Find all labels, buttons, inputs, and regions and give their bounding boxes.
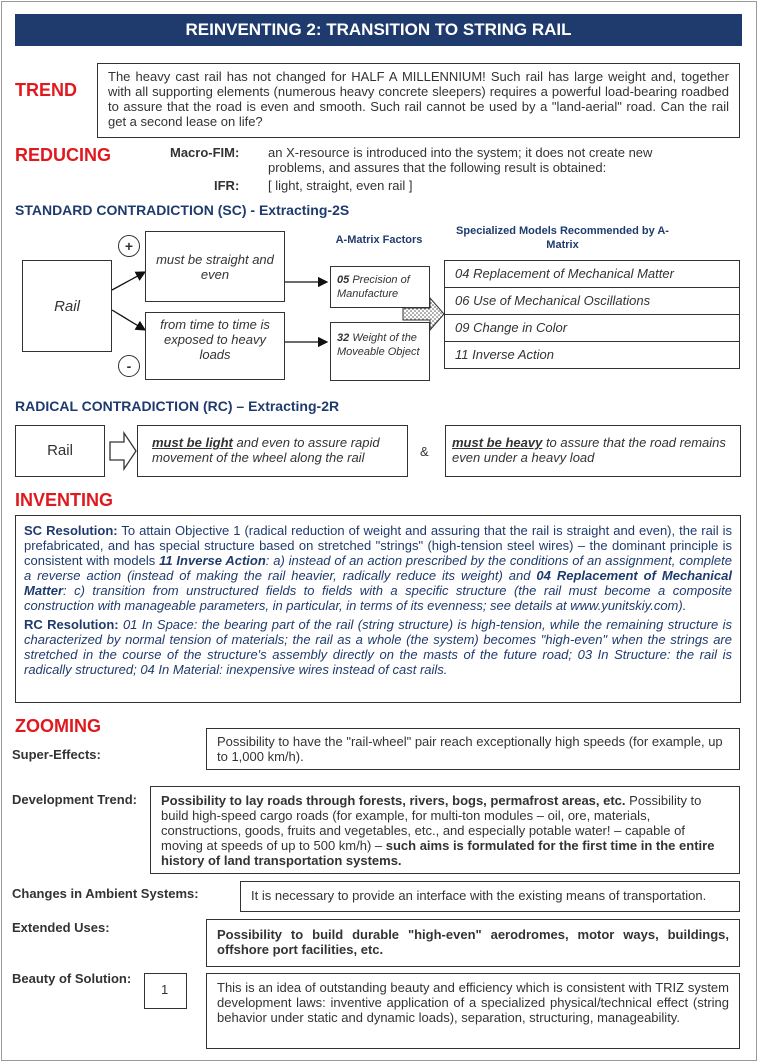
reducing-heading: REDUCING (15, 145, 112, 165)
rc-arrow-icon (108, 430, 138, 472)
extended-uses-label: Extended Uses: (12, 920, 110, 935)
rc-light-emphasis: must be light (152, 435, 233, 450)
sc-resolution-label: SC Resolution: (24, 523, 118, 538)
amatrix-header: A-Matrix Factors (335, 234, 423, 246)
rc-heading: RADICAL CONTRADICTION (RC) – Extracting-2R (15, 398, 340, 414)
rc-ampersand: & (420, 444, 429, 459)
factor-05-number: 05 (337, 274, 350, 286)
development-trend-label: Development Trend: (12, 792, 137, 807)
rc-right-box (445, 425, 741, 477)
model-06: 06 Use of Mechanical Oscillations (444, 287, 740, 315)
page-title: REINVENTING 2: TRANSITION TO STRING RAIL (15, 14, 742, 46)
factor-32-number: 32 (337, 332, 350, 344)
model-11: 11 Inverse Action (444, 341, 740, 369)
sc-resolution-part3: : c) transition from unstructured fields to fields with a specific structure (the rail must become a composite construction with manageable parameters, in particular, in terms of its evenness; see details at www.yunitskiy.com). (24, 583, 732, 613)
rc-right-text: to assure that the road remains even under a heavy load (452, 435, 726, 465)
sc-resolution-model11: 11 Inverse Action (159, 553, 266, 568)
zooming-heading: ZOOMING (15, 716, 101, 736)
dev-trend-bold2: such aims is formulated for the first time in the entire history of land transportation systems. (161, 838, 715, 868)
rc-heavy-emphasis: must be heavy (452, 435, 543, 450)
factor-05-text: Precision of Manufacture (337, 274, 410, 300)
trend-text: The heavy cast rail has not changed for HALF A MILLENNIUM! Such rail has large weight and, together with all supporting elements (numerous heavy concrete sleepers) requires a powerful load-bearing roadbed to assure that the road is even and smooth. Such rail cannot be used by a "land-aerial" road. Can the rail get a second lease on life? (97, 63, 740, 138)
super-effects-label: Super-Effects: (12, 747, 101, 762)
rc-resolution (24, 617, 732, 677)
beauty-text: This is an idea of outstanding beauty and efficiency which is consistent with TRIZ system development laws: inventive application of a specialized physical/technical effect (string behavior under static and dynamic loads), separation, structuring, manageability. (206, 973, 740, 1049)
sc-resolution-part2: : a) instead of an action prescribed by the conditions of an assignment, complete a reverse action (instead of making the rail heavier, radically reduce its weight) and (24, 553, 732, 583)
rc-rail-box: Rail (15, 425, 105, 477)
rc-left-text: and even to assure rapid movement of the wheel along the rail (152, 435, 380, 465)
macro-fim-label: Macro-FIM: (170, 145, 240, 160)
rc-resolution-label: RC Resolution: (24, 617, 119, 632)
beauty-score-box: 1 (144, 973, 187, 1009)
inventing-box (15, 515, 741, 703)
minus-sign: - (118, 355, 140, 377)
macro-fim-text: an X-resource is introduced into the system; it does not create new problems, and assures that the following result is obtained: (268, 145, 653, 175)
inventing-heading: INVENTING (15, 490, 114, 510)
sc-heading: STANDARD CONTRADICTION (SC) - Extracting-2S (15, 202, 350, 218)
model-09: 09 Change in Color (444, 314, 740, 342)
development-trend-box (150, 786, 740, 874)
factor-box-05 (330, 266, 430, 308)
ambient-systems-text: It is necessary to provide an interface with the existing means of transportation. (240, 881, 740, 912)
sc-resolution-part1: To attain Objective 1 (radical reduction of weight and assuring that the rail is straight and even), the rail is prefabricated, and has special structure based on stretched "strings" (high-tension steel wires) – the dominant principle is consistent with models (24, 523, 733, 568)
trend-heading: TREND (15, 80, 77, 100)
rc-left-box (137, 425, 408, 477)
beauty-label: Beauty of Solution: (12, 971, 132, 986)
sc-resolution-model04: 04 Replacement of Mechanical Matter (24, 568, 732, 598)
dev-trend-text: Possibility to build high-speed cargo roads (for example, for multi-ton modules – oil, ore, materials, constructions, goods, fruits and vegetables, etc., and especially potable water! – capable of moving at speeds of up to 500 km/h) – (161, 793, 702, 853)
dev-trend-bold1: Possibility to lay roads through forests, rivers, bogs, permafrost areas, etc. (161, 793, 626, 808)
ambient-systems-label: Changes in Ambient Systems: (12, 886, 199, 901)
ifr-text: [ light, straight, even rail ] (268, 178, 413, 193)
sc-resolution (24, 523, 732, 613)
model-04: 04 Replacement of Mechanical Matter (444, 260, 740, 288)
super-effects-text: Possibility to have the "rail-wheel" pair reach exceptionally high speeds (for example, up to 1,000 km/h). (206, 728, 740, 770)
plus-sign: + (118, 235, 140, 257)
rc-resolution-text: 01 In Space: the bearing part of the rail (string structure) is high-tension, while the remaining structure is characterized by normal tension of materials; the rail as a whole (the system) becomes "high-even" when the strings are stretched in the course of the structure's assembly directly on the masts of the future road; 03 In Structure: the rail is radically structured; 04 In Material: inexpensive wires instead of cast rails. (24, 617, 732, 677)
req-plus-box: must be straight and even (145, 231, 285, 302)
req-minus-box: from time to time is exposed to heavy loads (145, 312, 285, 380)
extended-uses-text: Possibility to build durable "high-even" aerodromes, motor ways, buildings, offshore port facilities, etc. (206, 919, 740, 967)
sc-rail-box: Rail (22, 260, 112, 352)
models-header: Specialized Models Recommended by A-Matrix (456, 225, 669, 251)
factor-box-32 (330, 322, 430, 381)
ifr-label: IFR: (214, 178, 240, 193)
factor-32-text: Weight of the Moveable Object (337, 332, 420, 358)
